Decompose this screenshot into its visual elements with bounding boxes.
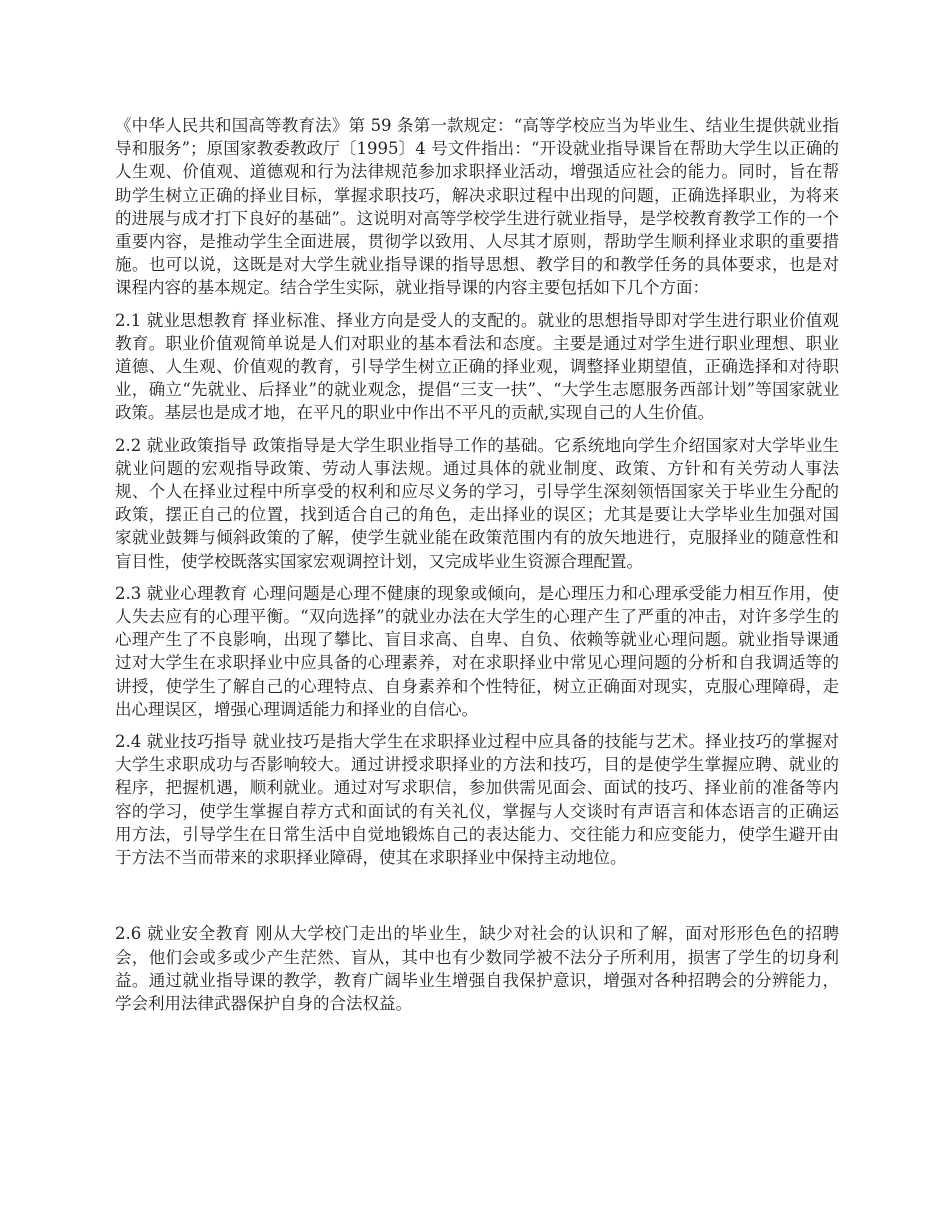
document-body [115,114,839,1024]
section-2-2-paragraph: 2.2 就业政策指导 政策指导是大学生职业指导工作的基础。它系统地向学生介绍国家对大学毕业生就业问题的宏观指导政策、劳动人事法规。通过具体的就业制度、政策、方针和有关劳动人事法规、个人在择业过程中所享受的权利和应尽义务的学习，引导学生深刻领悟国家关于毕业生分配的政策，摆正自己的位置，找到适合自己的角色，走出择业的误区；尤其是要让大学毕业生加强对国家就业鼓舞与倾斜政策的了解，使学生就业能在政策范围内有的放矢地进行，克服择业的随意性和盲目性，使学校既落实国家宏观调控计划，又完成毕业生资源合理配置。 [115,435,839,571]
blank-gap [115,878,839,922]
intro-paragraph: 《中华人民共和国高等教育法》第 59 条第一款规定：“高等学校应当为毕业生、结业生提供就业指导和服务”；原国家教委教政厅〔1995〕4 号文件指出：“开设就业指导课旨在帮助大学生以正确的人生观、价值观、道德观和行为法律规范参加求职择业活动，增强适应社会的能力。同时，旨在帮助学生树立正确的择业目标，掌握求职技巧，解决求职过程中出现的问题，正确选择职业，为将来的进展与成才打下良好的基础”。这说明对高等学校学生进行就业指导，是学校教育教学工作的一个重要内容，是推动学生全面进展，贯彻学以致用、人尽其才原则，帮助学生顺利择业求职的重要措施。也可以说，这既是对大学生就业指导课的指导思想、教学目的和教学任务的具体要求，也是对课程内容的基本规定。结合学生实际，就业指导课的内容主要包括如下几个方面： [115,116,839,298]
section-2-4-paragraph: 2.4 就业技巧指导 就业技巧是指大学生在求职择业过程中应具备的技能与艺术。择业技巧的掌握对大学生求职成功与否影响较大。通过讲授求职择业的方法和技巧，目的是使学生掌握应聘、就业的程序，把握机遇，顺利就业。通过对写求职信，参加供需见面会、面试的技巧、择业前的准备等内容的学习，使学生掌握自荐方式和面试的有关礼仪，掌握与人交谈时有声语言和体态语言的正确运用方法，引导学生在日常生活中自觉地锻炼自己的表达能力、交往能力和应变能力，使学生避开由于方法不当而带来的求职择业障碍，使其在求职择业中保持主动地位。 [115,732,839,868]
section-2-6-paragraph: 2.6 就业安全教育 刚从大学校门走出的毕业生，缺少对社会的认识和了解，面对形形色色的招聘会，他们会或多或少产生茫然、盲从，其中也有少数同学被不法分子所利用，损害了学生的切身利益。通过就业指导课的教学，教育广阔毕业生增强自我保护意识，增强对各种招聘会的分辨能力，学会利用法律武器保护自身的合法权益。 [115,924,839,1013]
section-2-3-paragraph: 2.3 就业心理教育 心理问题是心理不健康的现象或倾向，是心理压力和心理承受能力相互作用，使人失去应有的心理平衡。“双向选择”的就业办法在大学生的心理产生了严重的冲击，对许多学生的心理产生了不良影响，出现了攀比、盲目求高、自卑、自负、依赖等就业心理问题。就业指导课通过对大学生在求职择业中应具备的心理素养，对在求职择业中常见心理问题的分析和自我调适等的讲授，使学生了解自己的心理特点、自身素养和个性特征，树立正确面对现实，克服心理障碍，走出心理误区，增强心理调适能力和择业的自信心。 [115,583,839,719]
section-2-1-paragraph: 2.1 就业思想教育 择业标准、择业方向是受人的支配的。就业的思想指导即对学生进行职业价值观教育。职业价值观简单说是人们对职业的基本看法和态度。主要是通过对学生进行职业理想、职业道德、人生观、价值观的教育，引导学生树立正确的择业观，调整择业期望值，正确选择和对待职业，确立“先就业、后择业”的就业观念，提倡“三支一扶”、“大学生志愿服务西部计划”等国家就业政策。基层也是成才地，在平凡的职业中作出不平凡的贡献,实现自己的人生价值。 [115,310,839,423]
